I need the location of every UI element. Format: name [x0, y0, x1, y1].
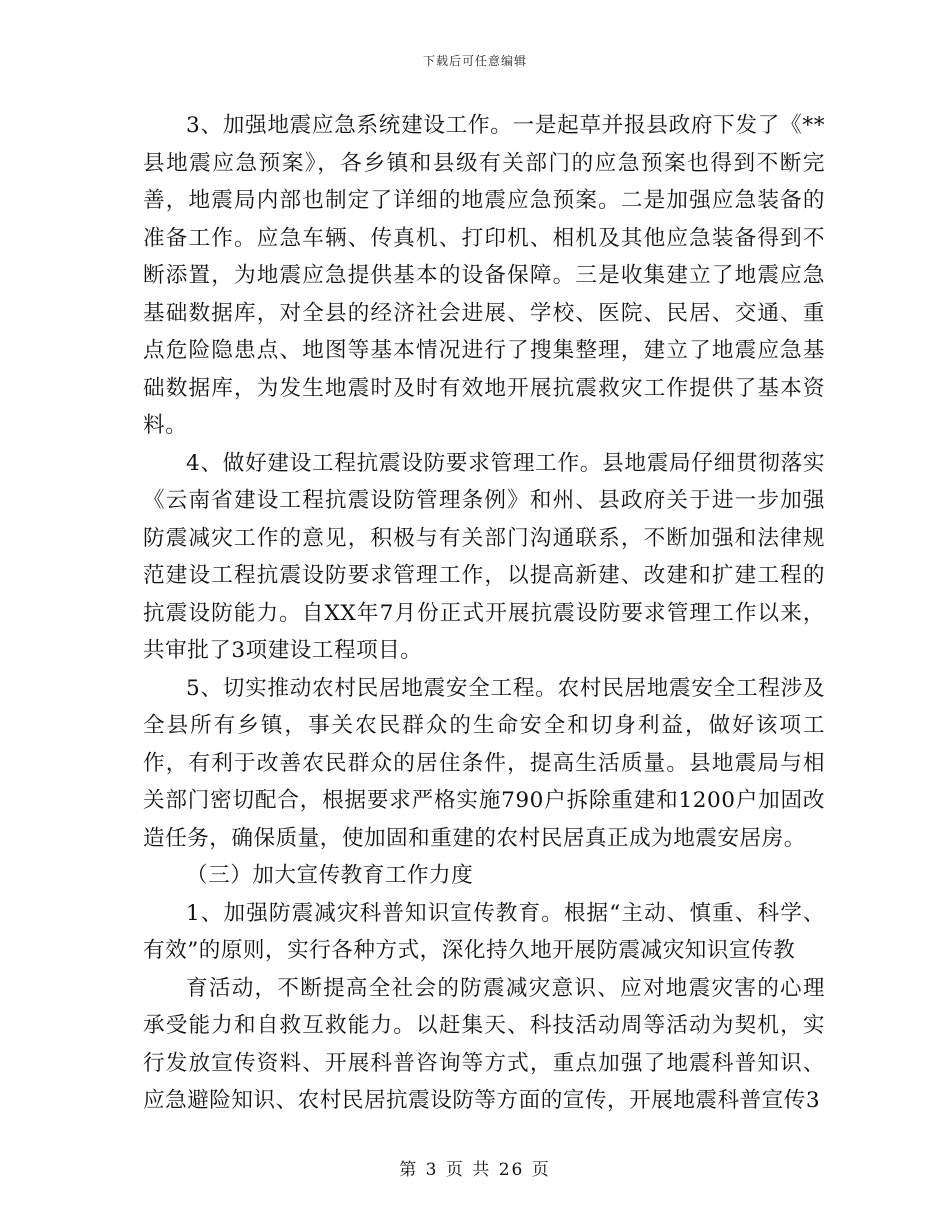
section-heading: （三）加大宣传教育工作力度	[186, 863, 474, 888]
paragraph-publicity-continued: 育活动，不断提高全社会的防震减灾意识、应对地震灾害的心理承受能力和自救互救能力。以赶集天、科技活动周等活动为契机，实行发放宣传资料、开展科普咨询等方式，重点加强了地震科普知识、应急避险知识、农村民居抗震设防等方面的宣传，开展地震科普宣传3	[143, 975, 825, 1113]
paragraph-rural-housing: 5、切实推动农村民居地震安全工程。农村民居地震安全工程涉及全县所有乡镇，事关农民群众的生命安全和切身利益，做好该项工作，有利于改善农民群众的居住条件，提高生活质量。县地震局与相关部门密切配合，根据要求严格实施790户拆除重建和1200户加固改造任务，确保质量，使加固和重建的农村民居真正成为地震安居房。	[143, 675, 825, 851]
paragraph-seismic-fortification: 4、做好建设工程抗震设防要求管理工作。县地震局仔细贯彻落实《云南省建设工程抗震设防管理条例》和州、县政府关于进一步加强防震减灾工作的意见，积极与有关部门沟通联系，不断加强和法律规范建设工程抗震设防要求管理工作，以提高新建、改建和扩建工程的抗震设防能力。自XX年7月份正式开展抗震设防要求管理工作以来，共审批了3项建设工程项目。	[143, 450, 825, 663]
document-body	[143, 107, 825, 1120]
page-header: 下载后可任意编辑	[422, 54, 527, 68]
paragraph-emergency-system: 3、加强地震应急系统建设工作。一是起草并报县政府下发了《**县地震应急预案》，各乡镇和县级有关部门的应急预案也得到不断完善，地震局内部也制定了详细的地震应急预案。二是加强应急装备的准备工作。应急车辆、传真机、打印机、相机及其他应急装备得到不断添置，为地震应急提供基本的设备保障。三是收集建立了地震应急基础数据库，对全县的经济社会进展、学校、医院、民居、交通、重点危险隐患点、地图等基本情况进行了搜集整理，建立了地震应急基础数据库，为发生地震时及时有效地开展抗震救灾工作提供了基本资料。	[143, 113, 825, 438]
paragraph-publicity: 1、加强防震减灾科普知识宣传教育。根据“主动、慎重、科学、有效”的原则，实行各种方式，深化持久地开展防震减灾知识宣传教	[143, 900, 825, 963]
page-number-footer: 第 3 页 共 26 页	[399, 1160, 551, 1180]
